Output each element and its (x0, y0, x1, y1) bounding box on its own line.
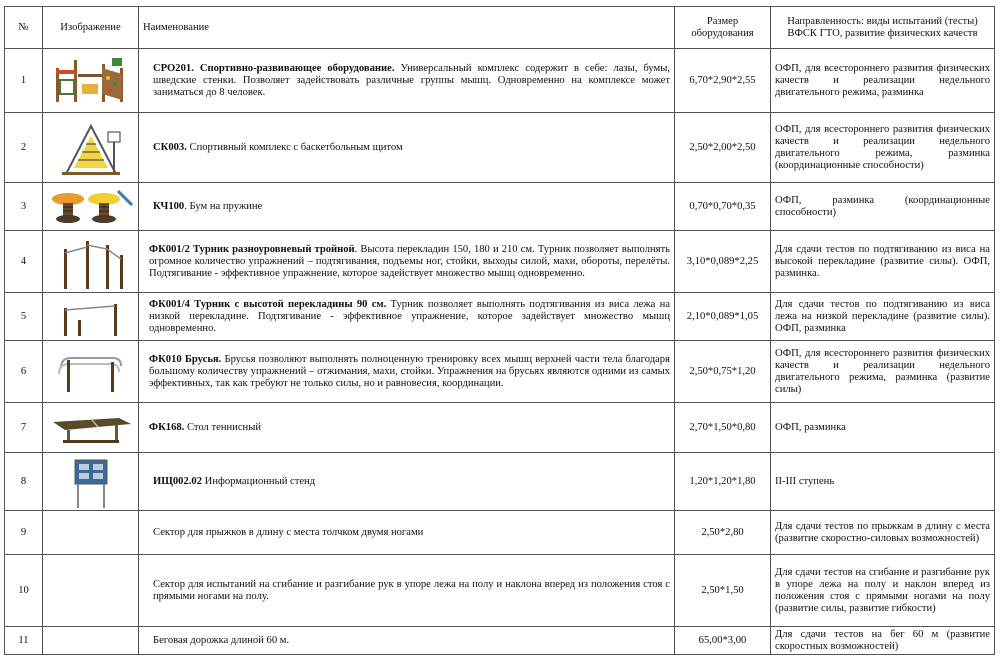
equipment-description: Сектор для прыжков в длину с места толчком двумя ногами (153, 526, 424, 538)
row-size: 2,50*0,75*1,20 (675, 341, 771, 403)
row-num: 5 (5, 293, 43, 341)
row-image-cell (43, 293, 139, 341)
row-direction: Для сдачи тестов на сгибание и разгибание рук в упоре лежа на полу и наклон вперед из положения стоя с прямыми ногами на полу (развитие силы, развитие гибкости) (771, 555, 995, 627)
row-num: 6 (5, 341, 43, 403)
row-size: 2,50*2,00*2,50 (675, 113, 771, 183)
row-name (139, 555, 675, 627)
row-direction: ОФП, разминка (координационные способности) (771, 183, 995, 231)
basketball-complex-icon (43, 118, 138, 178)
climbing-complex-icon (43, 54, 138, 108)
table-row (5, 341, 995, 403)
equipment-code: ФК001/2 Турник разноуровневый тройной (149, 243, 355, 255)
row-num: 8 (5, 453, 43, 511)
row-direction: II-III ступень (771, 453, 995, 511)
header-size: Размер оборудования (675, 7, 771, 49)
row-size: 65,00*3,00 (675, 627, 771, 655)
row-num: 7 (5, 403, 43, 453)
equipment-code: СРО201. Спортивно-развивающее оборудование. (153, 62, 395, 74)
parallel-bars-icon (43, 352, 138, 392)
row-direction: ОФП, для всестороннего развития физических качеств и реализации недельного двигательного режима, разминка (развитие силы) (771, 341, 995, 403)
row-name (139, 293, 675, 341)
row-num: 1 (5, 49, 43, 113)
row-name (139, 453, 675, 511)
table-row (5, 453, 995, 511)
row-size: 2,50*1,50 (675, 555, 771, 627)
row-direction: Для сдачи тестов по подтягиванию из виса лежа на низкой перекладине (развитие силы). ОФП, разминка (771, 293, 995, 341)
row-image-cell (43, 403, 139, 453)
header-num: № (5, 7, 43, 49)
table-row (5, 231, 995, 293)
table-row (5, 113, 995, 183)
tennis-table-icon (43, 412, 138, 444)
row-direction: ОФП, разминка (771, 403, 995, 453)
table-row (5, 49, 995, 113)
equipment-description: Турник позволяет выполнять подтягивания из виса лежа на низкой перекладине. Подтягивание - эффективное упражнение, которое задействует множество мышц одновременно. (149, 298, 670, 334)
triple-bar-icon (43, 235, 138, 289)
equipment-description: Универсальный комплекс содержит в себе: лазы, бумы, шведские стенки. Позволяет задействовать различные группы мышц. Одновременно на комплексе может заниматься до 8 человек. (153, 62, 671, 98)
row-direction: ОФП, для всестороннего развития физических качеств и реализации недельного двигательного режима, разминка (координационные способности) (771, 113, 995, 183)
equipment-description: Сектор для испытаний на сгибание и разгибание рук в упоре лежа на полу и наклона вперед из положения стоя с прямыми ногами на полу. (153, 578, 670, 602)
equipment-description: Стол теннисный (184, 421, 261, 433)
equipment-code: ФК168. (149, 421, 185, 433)
equipment-code: ИЩ002.02 (153, 475, 203, 487)
row-direction: ОФП, для всестороннего развития физических качеств и реализации недельного двигательного режима, разминка (771, 49, 995, 113)
row-size: 2,70*1,50*0,80 (675, 403, 771, 453)
row-direction: Для сдачи тестов по подтягиванию из виса на высокой перекладине (развитие силы). ОФП, разминка. (771, 231, 995, 293)
row-num: 2 (5, 113, 43, 183)
row-image-cell (43, 555, 139, 627)
row-image-cell (43, 49, 139, 113)
equipment-code: ФК010 Брусья. (149, 353, 222, 365)
low-bar-icon (43, 298, 138, 336)
equipment-description: . Бум на пружине (184, 200, 263, 212)
row-name (139, 627, 675, 655)
equipment-description: Беговая дорожка длиной 60 м. (153, 634, 290, 646)
equipment-description: . Высота перекладин 150, 180 и 210 см. Турник позволяет выполнять огромное количество упражнений – подтягивания, подъемы ног, стойки, выходы силой, махи, обороты, перелёты. Подтягивание - эффективное упражнение, которое задействует множество мышц одновременно. (149, 243, 671, 279)
row-image-cell (43, 183, 139, 231)
equipment-code: ФК001/4 Турник с высотой перекладины 90 см. (149, 298, 387, 310)
row-name (139, 403, 675, 453)
row-name (139, 511, 675, 555)
row-size: 6,70*2,90*2,55 (675, 49, 771, 113)
row-num: 3 (5, 183, 43, 231)
row-num: 4 (5, 231, 43, 293)
row-direction: Для сдачи тестов по прыжкам в длину с места (развитие скоростно-силовых возможностей) (771, 511, 995, 555)
row-image-cell (43, 453, 139, 511)
row-size: 1,20*1,20*1,80 (675, 453, 771, 511)
row-image-cell (43, 231, 139, 293)
table-row (5, 293, 995, 341)
header-direction: Направленность: виды испытаний (тесты) ВФСК ГТО, развитие физических качеств (771, 7, 995, 49)
row-direction: Для сдачи тестов на бег 60 м (развитие скоростных возможностей) (771, 627, 995, 655)
row-name (139, 49, 675, 113)
row-image-cell (43, 113, 139, 183)
row-num: 10 (5, 555, 43, 627)
equipment-description: Информационный стенд (202, 475, 316, 487)
row-num: 9 (5, 511, 43, 555)
row-name (139, 341, 675, 403)
spring-beam-icon (43, 187, 138, 227)
row-name (139, 231, 675, 293)
equipment-description: Спортивный комплекс с баскетбольным щитом (186, 141, 403, 153)
row-size: 3,10*0,089*2,25 (675, 231, 771, 293)
row-name (139, 113, 675, 183)
equipment-description: Брусья позволяют выполнять полноценную тренировку всех мышц верхней части тела благодаря большому количеству упражнений – отжимания, махи, стойки. Упражнения на брусьях являются одними из самых эффективных, так как требуют не только силы, но и равновесия, координации. (149, 353, 670, 389)
header-image: Изображение (43, 7, 139, 49)
equipment-code: СК003. (153, 141, 187, 153)
row-size: 2,50*2,80 (675, 511, 771, 555)
info-stand-icon (43, 456, 138, 508)
table-row (5, 403, 995, 453)
table-row (5, 627, 995, 655)
row-name (139, 183, 675, 231)
table-row (5, 511, 995, 555)
row-image-cell (43, 341, 139, 403)
row-image-cell (43, 627, 139, 655)
table-row (5, 555, 995, 627)
row-size: 2,10*0,089*1,05 (675, 293, 771, 341)
equipment-code: КЧ100 (153, 200, 185, 212)
row-size: 0,70*0,70*0,35 (675, 183, 771, 231)
row-image-cell (43, 511, 139, 555)
table-row (5, 183, 995, 231)
row-num: 11 (5, 627, 43, 655)
table-header-row (5, 7, 995, 49)
header-name: Наименование (139, 7, 675, 49)
equipment-table (4, 6, 995, 655)
